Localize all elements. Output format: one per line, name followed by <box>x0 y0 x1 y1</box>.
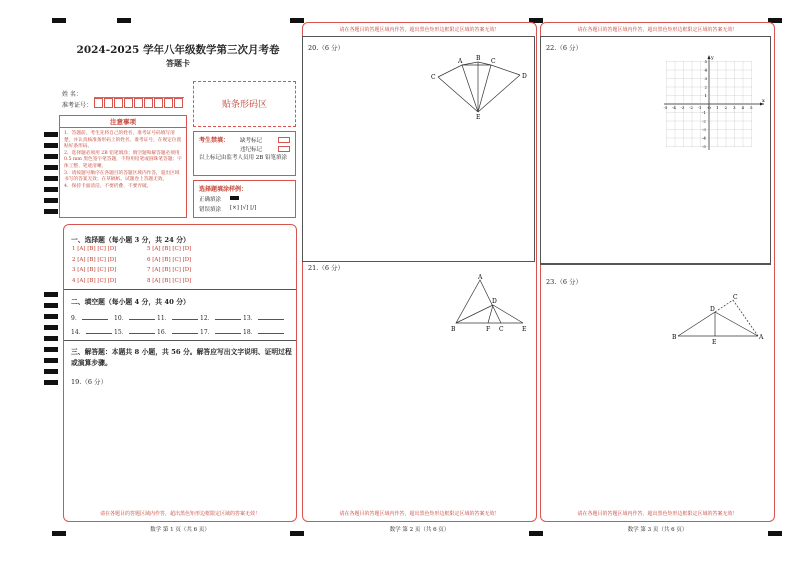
grid-x-tick: -1 <box>697 105 702 110</box>
choice-column-1 <box>72 244 116 286</box>
side-timing-mark <box>44 132 58 137</box>
question-19-label: 19.（6 分） <box>71 378 108 386</box>
grid-y-tick: -4 <box>702 135 706 141</box>
fill-blank-item <box>114 327 155 336</box>
grid-x-tick: -3 <box>680 105 685 110</box>
fill-sample-box <box>193 180 296 218</box>
region-notice-page2-top: 请在各题目的答题区域内作答，超出黑色矩形边框限定区域的答案无效！ <box>339 27 500 33</box>
fill-blank-line[interactable] <box>172 333 198 334</box>
timing-mark-top-left <box>52 18 66 23</box>
wrong-fill-label: 错误填涂 <box>199 207 222 213</box>
region-notice-page2-bottom: 请在各题目的答题区域内作答，超出黑色矩形边框限定区域的答案无效！ <box>339 511 500 517</box>
exam-subtitle: 答题卡 <box>166 58 190 68</box>
notice-title: 注意事项 <box>60 116 186 128</box>
notice-item: 4．保持卡面清洁，不要折叠、不要弄破。 <box>64 183 152 189</box>
side-timing-mark <box>44 154 58 159</box>
region-notice-page3-bottom: 请在各题目的答题区域内作答，超出黑色矩形边框限定区域的答案无效！ <box>577 511 738 517</box>
choice-row-6[interactable]: 6 [A] [B] [C] [D] <box>147 256 192 263</box>
choice-row-1[interactable]: 1 [A] [B] [C] [D] <box>72 246 117 252</box>
fill-blank-number: 13． <box>243 315 257 322</box>
fill-blank-item <box>114 313 155 322</box>
fill-blank-number: 11． <box>157 315 171 322</box>
page-footer-3: 数学 第 3 页（共 6 页） <box>627 527 688 533</box>
fill-blank-line[interactable] <box>258 333 284 334</box>
choice-column-2 <box>147 244 191 286</box>
fig21-label-C: C <box>499 326 504 333</box>
fig23-label-E: E <box>712 339 717 346</box>
ticket-digit-box[interactable] <box>174 98 183 108</box>
grid-y-tick: 3 <box>704 76 708 81</box>
side-timing-mark <box>44 176 58 181</box>
ticket-digit-box[interactable] <box>144 98 153 108</box>
side-timing-mark <box>44 358 58 363</box>
cheat-label: 违纪标记 <box>240 147 263 153</box>
side-timing-mark <box>44 303 58 308</box>
side-timing-mark <box>44 380 58 385</box>
divider <box>540 264 771 265</box>
notice-item: 2．选择题必须用 2B 铅笔填涂；填空题和解答题必须用 0.5 mm 黑色签字笔答题，不得用铅笔或圆珠笔答题；字体工整、笔迹清晰。 <box>64 150 182 169</box>
timing-mark-top <box>290 18 304 23</box>
fill-blank-number: 9． <box>71 315 81 322</box>
choice-row-4[interactable]: 4 [A] [B] [C] [D] <box>72 277 117 284</box>
absent-label: 缺考标记 <box>240 138 263 144</box>
figure-20 <box>425 52 535 122</box>
side-timing-mark <box>44 347 58 352</box>
fig20-label-B: B <box>476 55 481 62</box>
fig23-label-A: A <box>759 334 764 341</box>
notice-item: 1．答题前，考生先将自己的姓名，准考证号码填写清楚，并认真核准条形码上的姓名、准考证号，在规定位置贴好条形码。 <box>64 131 182 150</box>
question-23-answer-area[interactable] <box>541 355 770 500</box>
question-23-label: 23.（6 分） <box>546 278 583 286</box>
choice-row-7[interactable]: 7 [A] [B] [C] [D] <box>147 267 192 273</box>
side-timing-mark <box>44 209 58 214</box>
grid-x-axis-label: x <box>762 98 765 104</box>
grid-x-tick: 5 <box>750 105 753 110</box>
barcode-label: 贴条形码区 <box>221 100 267 110</box>
wrong-fill-marks: [×] [√] [/] <box>230 205 257 211</box>
coordinate-grid-22 <box>660 52 768 152</box>
section3-title: 三、解答题：本题共 8 小题，共 56 分。解答应写出文字说明、证明过程或演算步骤。 <box>71 348 292 367</box>
question-21-answer-area[interactable] <box>303 340 534 500</box>
grid-x-tick: -4 <box>672 105 676 110</box>
fig23-label-D: D <box>710 306 715 313</box>
notice-item: 3．请按题号顺序在各题目的答题区域内作答，超出区域书写的答案无效；在草稿纸、试题卷上答题无效。 <box>64 170 180 183</box>
name-label: 姓 名： <box>62 91 82 98</box>
page-footer-2: 数学 第 2 页（共 6 页） <box>389 527 450 533</box>
grid-y-tick: -1 <box>702 110 706 115</box>
fig20-label-E: E <box>476 114 481 121</box>
fig21-label-F: F <box>486 326 491 333</box>
fill-blank-number: 12． <box>200 315 214 322</box>
section1-title: 一、选择题（每小题 3 分，共 24 分） <box>71 236 190 244</box>
ticket-digit-box[interactable] <box>164 98 173 108</box>
divider <box>64 289 296 290</box>
fill-blank-item <box>71 327 112 336</box>
choice-row-3[interactable]: 3 [A] [B] [C] [D] <box>72 267 117 273</box>
fill-blank-line[interactable] <box>215 333 241 334</box>
ticket-label: 准考证号： <box>62 102 93 109</box>
status-title: 考生禁填： <box>199 137 230 144</box>
question-22-label: 22.（6 分） <box>546 44 583 52</box>
fig21-label-B: B <box>451 326 456 333</box>
figure-23 <box>670 290 770 350</box>
fill-blank-number: 18． <box>243 329 257 336</box>
divider <box>302 261 535 262</box>
ticket-digit-box[interactable] <box>124 98 133 108</box>
cheat-checkbox[interactable] <box>278 146 290 152</box>
status-note: 以上标记由监考人员用 2B 铅笔填涂 <box>199 155 288 161</box>
grid-y-tick: -3 <box>702 127 706 132</box>
question-21-label: 21.（6 分） <box>308 264 345 272</box>
question-20-label: 20.（6 分） <box>308 44 345 52</box>
fig21-label-E: E <box>522 326 527 333</box>
figure-21 <box>448 272 533 337</box>
fill-blank-line[interactable] <box>172 319 198 320</box>
grid-y-axis-label: y <box>711 55 714 61</box>
fill-blank-item <box>243 313 284 322</box>
fill-blank-item <box>200 327 241 336</box>
fill-blank-number: 16． <box>157 329 171 336</box>
fig20-label-A: A <box>458 58 463 65</box>
fill-blank-line[interactable] <box>86 333 112 334</box>
choice-row-8[interactable]: 8 [A] [B] [C] [D] <box>147 277 192 284</box>
side-timing-mark <box>44 369 58 374</box>
correct-fill-sample <box>230 196 239 200</box>
fill-blank-line[interactable] <box>258 319 284 320</box>
ticket-digit-box[interactable] <box>114 98 123 108</box>
grid-x-tick: 3 <box>733 105 736 110</box>
grid-y-tick: -2 <box>702 118 706 124</box>
fill-blank-item <box>157 313 198 322</box>
grid-y-tick: 1 <box>704 93 708 98</box>
fill-blank-line[interactable] <box>129 333 155 334</box>
choice-row-5[interactable]: 5 [A] [B] [C] [D] <box>147 246 192 252</box>
absent-checkbox[interactable] <box>278 137 290 143</box>
page-footer-1: 数学 第 1 页（共 6 页） <box>150 527 210 533</box>
grid-y-tick: 4 <box>704 67 708 73</box>
side-timing-mark <box>44 336 58 341</box>
ticket-digit-box[interactable] <box>154 98 163 108</box>
fill-blank-line[interactable] <box>82 319 108 320</box>
fill-blank-line[interactable] <box>215 319 241 320</box>
grid-y-tick: -5 <box>702 144 706 149</box>
side-timing-mark <box>44 143 58 148</box>
fill-blank-item <box>157 327 198 336</box>
ticket-digit-box[interactable] <box>94 98 103 108</box>
correct-fill-label: 正确填涂 <box>199 197 222 203</box>
exam-title: 2024-2025 学年八年级数学第三次月考卷 <box>76 44 280 56</box>
fig21-label-D: D <box>492 298 497 305</box>
side-timing-mark <box>44 314 58 319</box>
grid-x-tick: -5 <box>663 105 668 110</box>
grid-y-tick: 2 <box>704 84 708 90</box>
ticket-digit-box[interactable] <box>104 98 113 108</box>
fill-blank-number: 10． <box>114 315 128 322</box>
grid-x-tick: 1 <box>716 105 719 110</box>
divider <box>64 340 296 341</box>
timing-mark-top <box>117 18 131 23</box>
fill-blank-number: 14． <box>71 329 85 336</box>
fill-blank-number: 17． <box>200 329 214 336</box>
notice-box <box>59 115 187 218</box>
fig20-label-C: C <box>431 74 436 81</box>
ticket-number-boxes[interactable] <box>94 98 186 108</box>
region-notice-page3-top: 请在各题目的答题区域内作答，超出黑色矩形边框限定区域的答案无效！ <box>577 27 738 33</box>
fig20-label-D: D <box>522 73 527 80</box>
side-timing-mark <box>44 165 58 170</box>
ticket-digit-box[interactable] <box>134 98 143 108</box>
fig23-label-B: B <box>672 334 677 341</box>
fill-blank-number: 15． <box>114 329 128 336</box>
status-box <box>193 131 296 176</box>
region-notice-page1: 请在各题目的答题区域内作答，超出黑色矩形边框限定区域的答案无效！ <box>99 511 260 517</box>
choice-row-2[interactable]: 2 [A] [B] [C] [D] <box>72 256 117 263</box>
side-timing-mark <box>44 292 58 297</box>
side-timing-mark <box>44 325 58 330</box>
question-19-answer-area[interactable] <box>64 388 296 498</box>
fill-blank-item <box>243 327 284 336</box>
grid-x-tick: 4 <box>741 105 745 110</box>
fill-blank-item <box>200 313 241 322</box>
grid-x-tick: O <box>707 105 711 110</box>
fig20-label-C2: C <box>491 58 496 65</box>
fill-sample-title: 选择题填涂样例： <box>199 186 248 193</box>
barcode-area <box>193 81 296 127</box>
fig23-label-C: C <box>733 294 738 301</box>
side-timing-mark <box>44 198 58 203</box>
fig21-label-A: A <box>478 274 483 281</box>
grid-y-tick: 5 <box>704 59 708 64</box>
grid-x-tick: 2 <box>724 105 728 110</box>
side-timing-mark <box>44 187 58 192</box>
section2-title: 二、填空题（每小题 4 分，共 40 分） <box>71 298 190 306</box>
grid-x-tick: -2 <box>689 105 693 110</box>
fill-blank-line[interactable] <box>129 319 155 320</box>
fill-blank-item <box>71 313 108 322</box>
